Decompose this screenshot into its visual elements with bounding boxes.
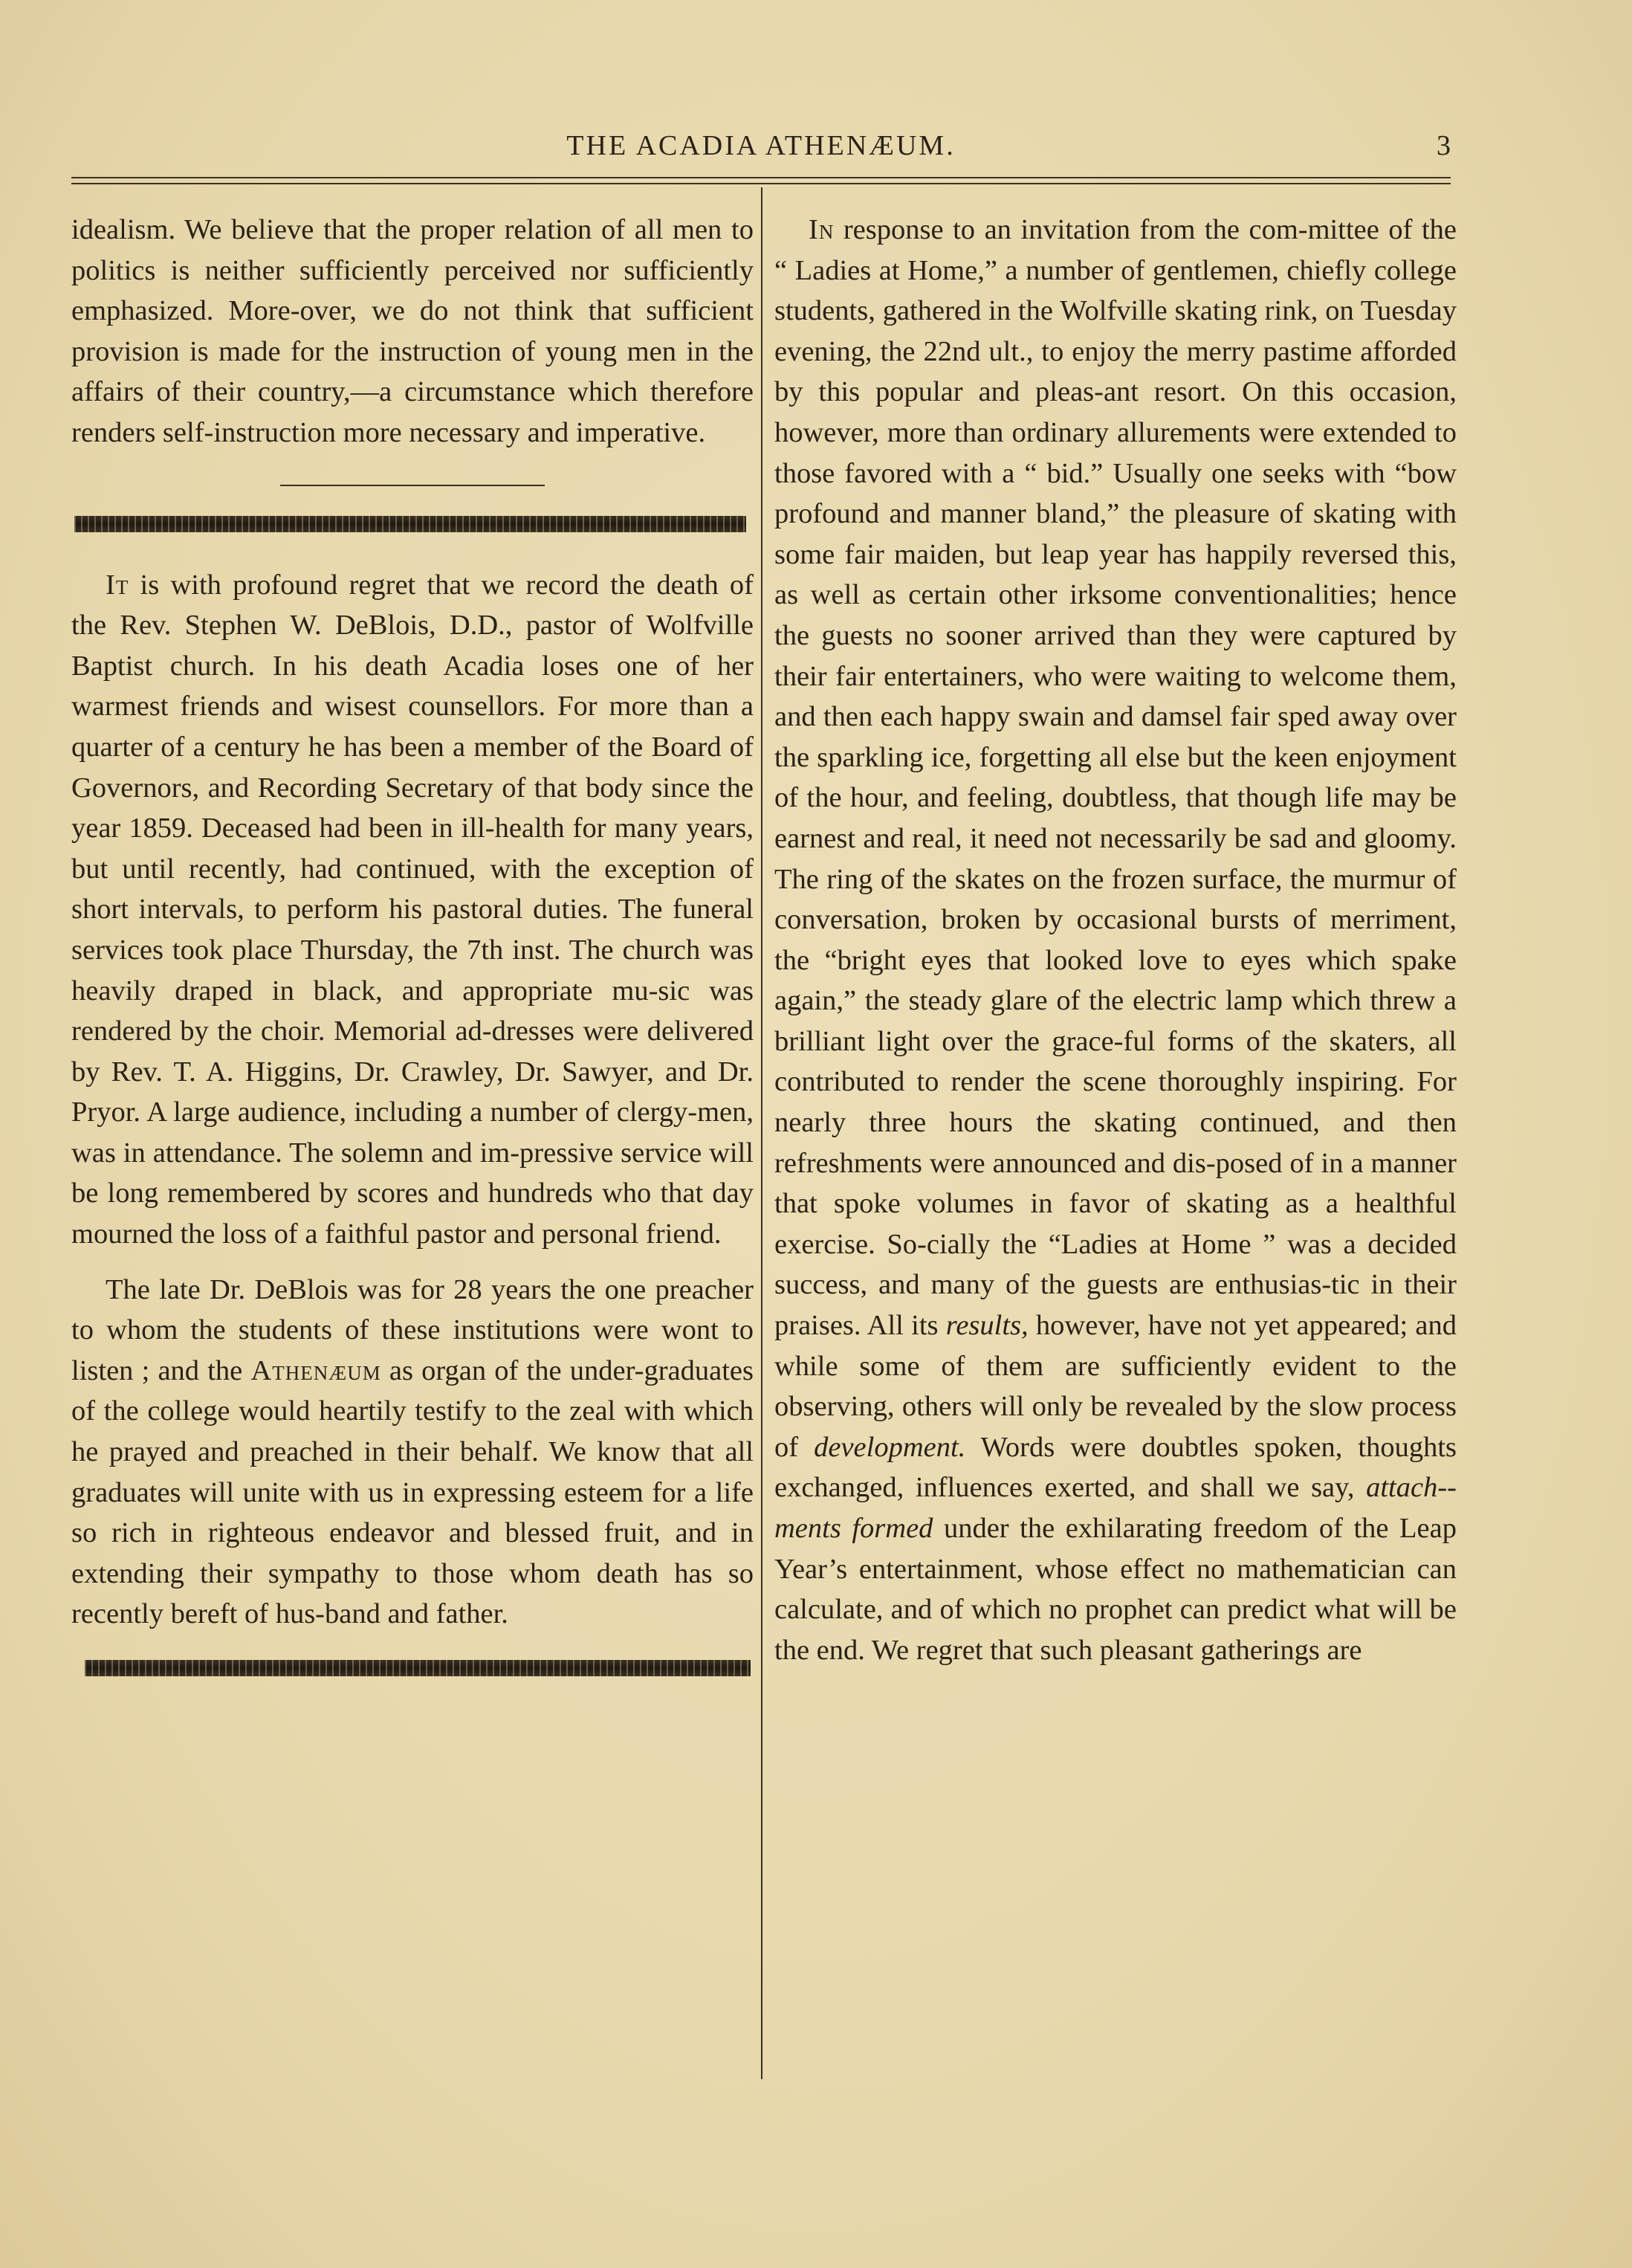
tribute-text-after: as organ of the under-graduates of the college would heartily testify to the zeal with which he prayed and preached in their behalf. We know that all graduates will unite with us in expressing esteem for a life so rich in righteous endeavor and blessed fruit, and in extending their sympathy to those whom death has so recently bereft of hus-band and father. bbox=[71, 1354, 754, 1630]
emphasis-results: results, bbox=[945, 1310, 1029, 1342]
page-number: 3 bbox=[1437, 130, 1451, 161]
athenaeum-name: Athenæum bbox=[250, 1354, 381, 1386]
section-divider bbox=[280, 485, 545, 486]
skating-text-4: under the exhilarating freedom of the Leap Year’s entertainment, whose effect no mathematician can calculate, and of which no prophet can predict what will be the end. We regret that such pleasant gatherings are bbox=[774, 1513, 1457, 1666]
obituary-paragraph bbox=[71, 565, 754, 1255]
mourning-bar-top bbox=[74, 516, 746, 532]
skating-text-2: however, have not yet appeared; and while some of them are sufficiently evident to the observing, others will only be revealed by the slow process of bbox=[774, 1310, 1457, 1463]
skating-text-3: Words were doubtles spoken, thoughts exchanged, influences exerted, and shall we say, bbox=[774, 1431, 1457, 1504]
running-head bbox=[71, 125, 1451, 167]
emphasis-attachments: attach-ments formed bbox=[774, 1472, 1457, 1544]
header-rule-upper bbox=[71, 177, 1451, 178]
column-divider bbox=[761, 187, 762, 2079]
skating-lead-word: In bbox=[809, 214, 835, 245]
emphasis-development: development. bbox=[814, 1431, 966, 1463]
right-column bbox=[774, 210, 1457, 1670]
running-title: THE ACADIA ATHENÆUM. bbox=[566, 130, 956, 161]
obituary-text: is with profound regret that we record the death of the Rev. Stephen W. DeBlois, D.D., pastor of Wolfville Baptist church. In his death Acadia loses one of her warmest friends and wisest counsellors. For more than a quarter of a century he has been a member of the Board of Governors, and Recording Secretary of that body since the year 1859. Deceased had been in ill-health for many years, but until recently, had continued, with the exception of short intervals, to perform his pastoral duties. The funeral services took place Thursday, the 7th inst. The church was heavily draped in black, and appropriate mu-sic was rendered by the choir. Memorial ad-dresses were delivered by Rev. T. A. Higgins, Dr. Crawley, Dr. Sawyer, and Dr. Pryor. A large audience, including a number of clergy-men, was in attendance. The solemn and im-pressive service will be long remembered by scores and hundreds who that day mourned the loss of a faithful pastor and personal friend. bbox=[71, 569, 754, 1250]
skating-article bbox=[774, 210, 1457, 1670]
continued-paragraph: idealism. We believe that the proper relation of all men to politics is neither sufficiently perceived nor sufficiently emphasized. More-over, we do not think that sufficient provision is made for the instruction of young men in the affairs of their country,—a circumstance which therefore renders self-instruction more necessary and imperative. bbox=[71, 214, 754, 448]
tribute-paragraph bbox=[71, 1270, 754, 1635]
obituary-lead-word: It bbox=[106, 569, 129, 601]
paragraph-gap bbox=[71, 1255, 754, 1270]
mourning-bar-bottom bbox=[85, 1660, 751, 1676]
skating-text-1: response to an invitation from the com-mittee of the “ Ladies at Home,” a number of gentlemen, chiefly college students, gathered in the Wolfville skating rink, on Tuesday evening, the 22nd ult., to enjoy the merry pastime afforded by this popular and pleas-ant resort. On this occasion, however, more than ordinary allurements were extended to those favored with a “ bid.” Usually one seeks with “bow profound and manner bland,” the pleasure of skating with some fair maiden, but leap year has happily reversed this, as well as certain other irksome conventionalities; hence the guests no sooner arrived than they were captured by their fair entertainers, who were waiting to welcome them, and then each happy swain and damsel fair sped away over the sparkling ice, forgetting all else but the keen enjoyment of the hour, and feeling, doubtless, that though life may be earnest and real, it need not necessarily be sad and gloomy. The ring of the skates on the frozen surface, the murmur of conversation, broken by occasional bursts of merriment, the “bright eyes that looked love to eyes which spake again,” the steady glare of the electric lamp which threw a brilliant light over the grace-ful forms of the skaters, all contributed to render the scene thoroughly inspiring. For nearly three hours the skating continued, and then refreshments were announced and dis-posed of in a manner that spoke volumes in favor of skating as a healthful exercise. So-cially the “Ladies at Home ” was a decided success, and many of the guests are enthusias-tic in their praises. All its bbox=[774, 214, 1457, 1342]
header-rule-lower bbox=[71, 183, 1451, 184]
left-column bbox=[71, 210, 754, 1676]
tribute-text-before: The late Dr. DeBlois was for 28 years the one preacher to whom the students of these institutions were wont to listen ; and the bbox=[71, 1273, 754, 1386]
